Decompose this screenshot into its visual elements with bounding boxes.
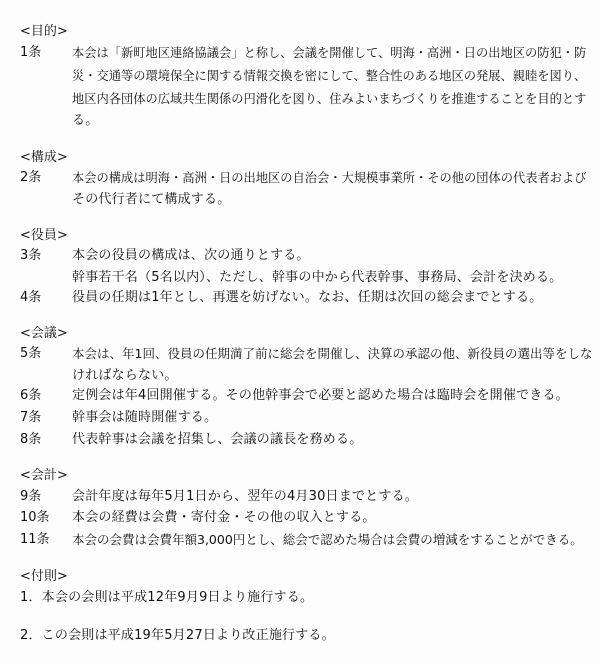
article-text-line: 本会は「新町地区連絡協議会」と称し、会議を開催して、明海・高洲・日の出地区の防犯・防 — [72, 46, 587, 60]
article-text-line: 本会は、年1回、役員の任期満了前に総会を開催し、決算の承認の他、新役員の選出等をしな — [72, 346, 593, 361]
article-text-line: その代行者にて構成する。 — [72, 192, 231, 207]
section-heading-meetings: <会議> — [20, 326, 68, 341]
article-text-line: 本会の経費は会費・寄付金・その他の収入とする。 — [72, 510, 376, 525]
article-text-line: 本会の役員の構成は、次の通りとする。 — [72, 248, 310, 263]
article-text-line: る。 — [72, 113, 99, 128]
article-number: 11条 — [20, 532, 50, 547]
supplementary-provision-line: 1．本会の会則は平成12年9月9日より施行する。 — [20, 590, 314, 605]
article-text-line: 幹事会は随時開催する。 — [72, 410, 218, 425]
article-text-line: 定例会は年4回開催する。その他幹事会で必要と認めた場合は臨時会を開催できる。 — [72, 388, 569, 403]
article-text-line: 代表幹事は会議を招集し、会議の議長を務める。 — [72, 432, 363, 447]
article-number: 8条 — [20, 432, 42, 447]
section-heading-purpose: <目的> — [20, 24, 68, 39]
supplementary-provision-line: 2．この会則は平成19年5月27日より改正施行する。 — [20, 628, 335, 643]
article-number: 4条 — [20, 290, 42, 305]
article-text-line: 会計年度は毎年5月1日から、翌年の4月30日までとする。 — [72, 489, 418, 504]
article-number: 1条 — [20, 45, 42, 60]
article-text-line: 災・交通等の環境保全に関する情報交換を密にして、整合性のある地区の発展、親睦を図り、 — [72, 69, 587, 83]
article-text-line: 地区内各団体の広域共生関係の円滑化を図り、住みよいまちづくりを推進することを目的とす — [72, 92, 587, 106]
article-number: 2条 — [20, 170, 42, 185]
article-number: 7条 — [20, 410, 42, 425]
section-heading-composition: <構成> — [20, 150, 68, 165]
article-number: 9条 — [20, 489, 42, 504]
article-number: 6条 — [20, 388, 42, 403]
article-number: 5条 — [20, 346, 42, 361]
article-text-line: 幹事若干名（5名以内）、ただし、幹事の中から代表幹事、事務局、会計を決める。 — [72, 270, 563, 285]
article-text-line: ければならない。 — [72, 368, 178, 383]
article-text-line: 役員の任期は1年とし、再選を妨げない。なお、任期は次回の総会までとする。 — [72, 290, 543, 305]
section-heading-supplementary: <付則> — [20, 569, 68, 584]
article-number: 3条 — [20, 248, 42, 263]
article-text-line: 本会の構成は明海・高洲・日の出地区の自治会・大規模事業所・その他の団体の代表者および — [72, 171, 587, 185]
article-number: 10条 — [20, 510, 50, 525]
section-heading-accounting: <会計> — [20, 468, 68, 483]
article-text-line: 本会の会費は会費年額3,000円とし、総会で認めた場合は会費の増減をすることができる。 — [72, 532, 583, 547]
section-heading-officers: <役員> — [20, 228, 68, 243]
